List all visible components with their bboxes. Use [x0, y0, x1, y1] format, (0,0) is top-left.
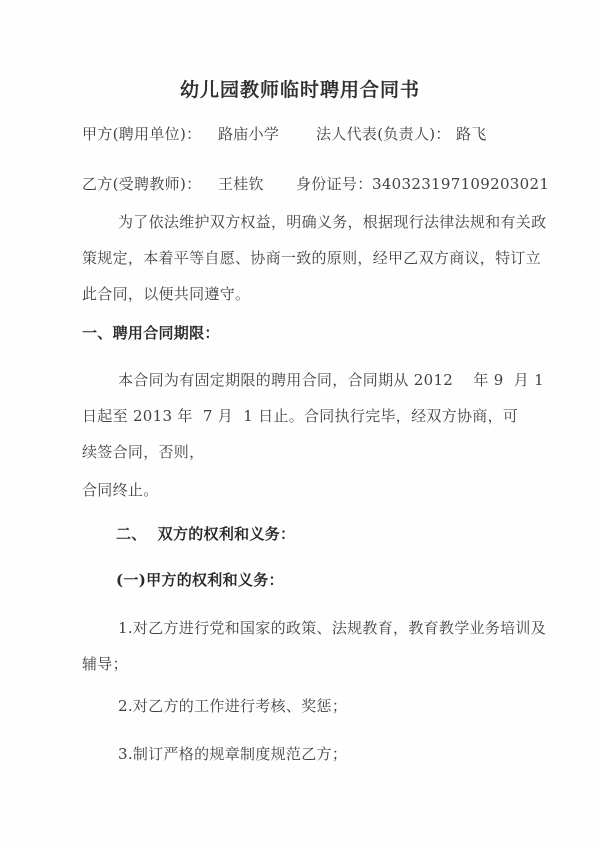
party-a-rep-value: 路飞: [456, 125, 487, 143]
preamble-line-2: 策规定，本着平等自愿、协商一致的原则，经甲乙双方商议，特订立: [82, 249, 542, 267]
section1-line-1: 本合同为有固定期限的聘用合同，合同期从 2012 年 9 月 1: [118, 371, 544, 389]
party-a-value: 路庙小学: [218, 125, 280, 143]
preamble-line-1: 为了依法维护双方权益，明确义务，根据现行法律法规和有关政: [118, 213, 547, 231]
document-title: 幼儿园教师临时聘用合同书: [179, 79, 420, 101]
list-item-2: 2.对乙方的工作进行考核、奖惩；: [118, 697, 348, 715]
party-b-value: 王桂钦: [218, 175, 264, 193]
party-b-id-label: 身份证号：: [296, 175, 373, 193]
party-b-id-value: 340323197109203021: [372, 175, 550, 193]
section1-line-4: 合同终止。: [82, 481, 159, 499]
list-item-3: 3.制订严格的规章制度规范乙方；: [118, 745, 348, 763]
party-a-label: 甲方(聘用单位)：: [82, 125, 202, 143]
list-item-1-line-1: 1.对乙方进行党和国家的政策、法规教育，教育教学业务培训及: [118, 619, 547, 637]
list-item-1-line-2: 辅导；: [82, 655, 128, 673]
party-a-rep-label: 法人代表(负责人)：: [316, 125, 451, 143]
section2-heading: 二、 双方的权利和义务：: [116, 525, 296, 543]
preamble-line-3: 此合同，以便共同遵守。: [82, 285, 251, 303]
section1-line-3: 续签合同，否则，: [82, 443, 205, 461]
section1-line-2: 日起至 2013 年 7 月 1 日止。合同执行完毕，经双方协商，可: [82, 407, 519, 425]
party-b-label: 乙方(受聘教师)：: [82, 175, 202, 193]
section1-heading: 一、聘用合同期限：: [82, 324, 220, 342]
section2-subheading: (一)甲方的权利和义务：: [116, 571, 284, 589]
